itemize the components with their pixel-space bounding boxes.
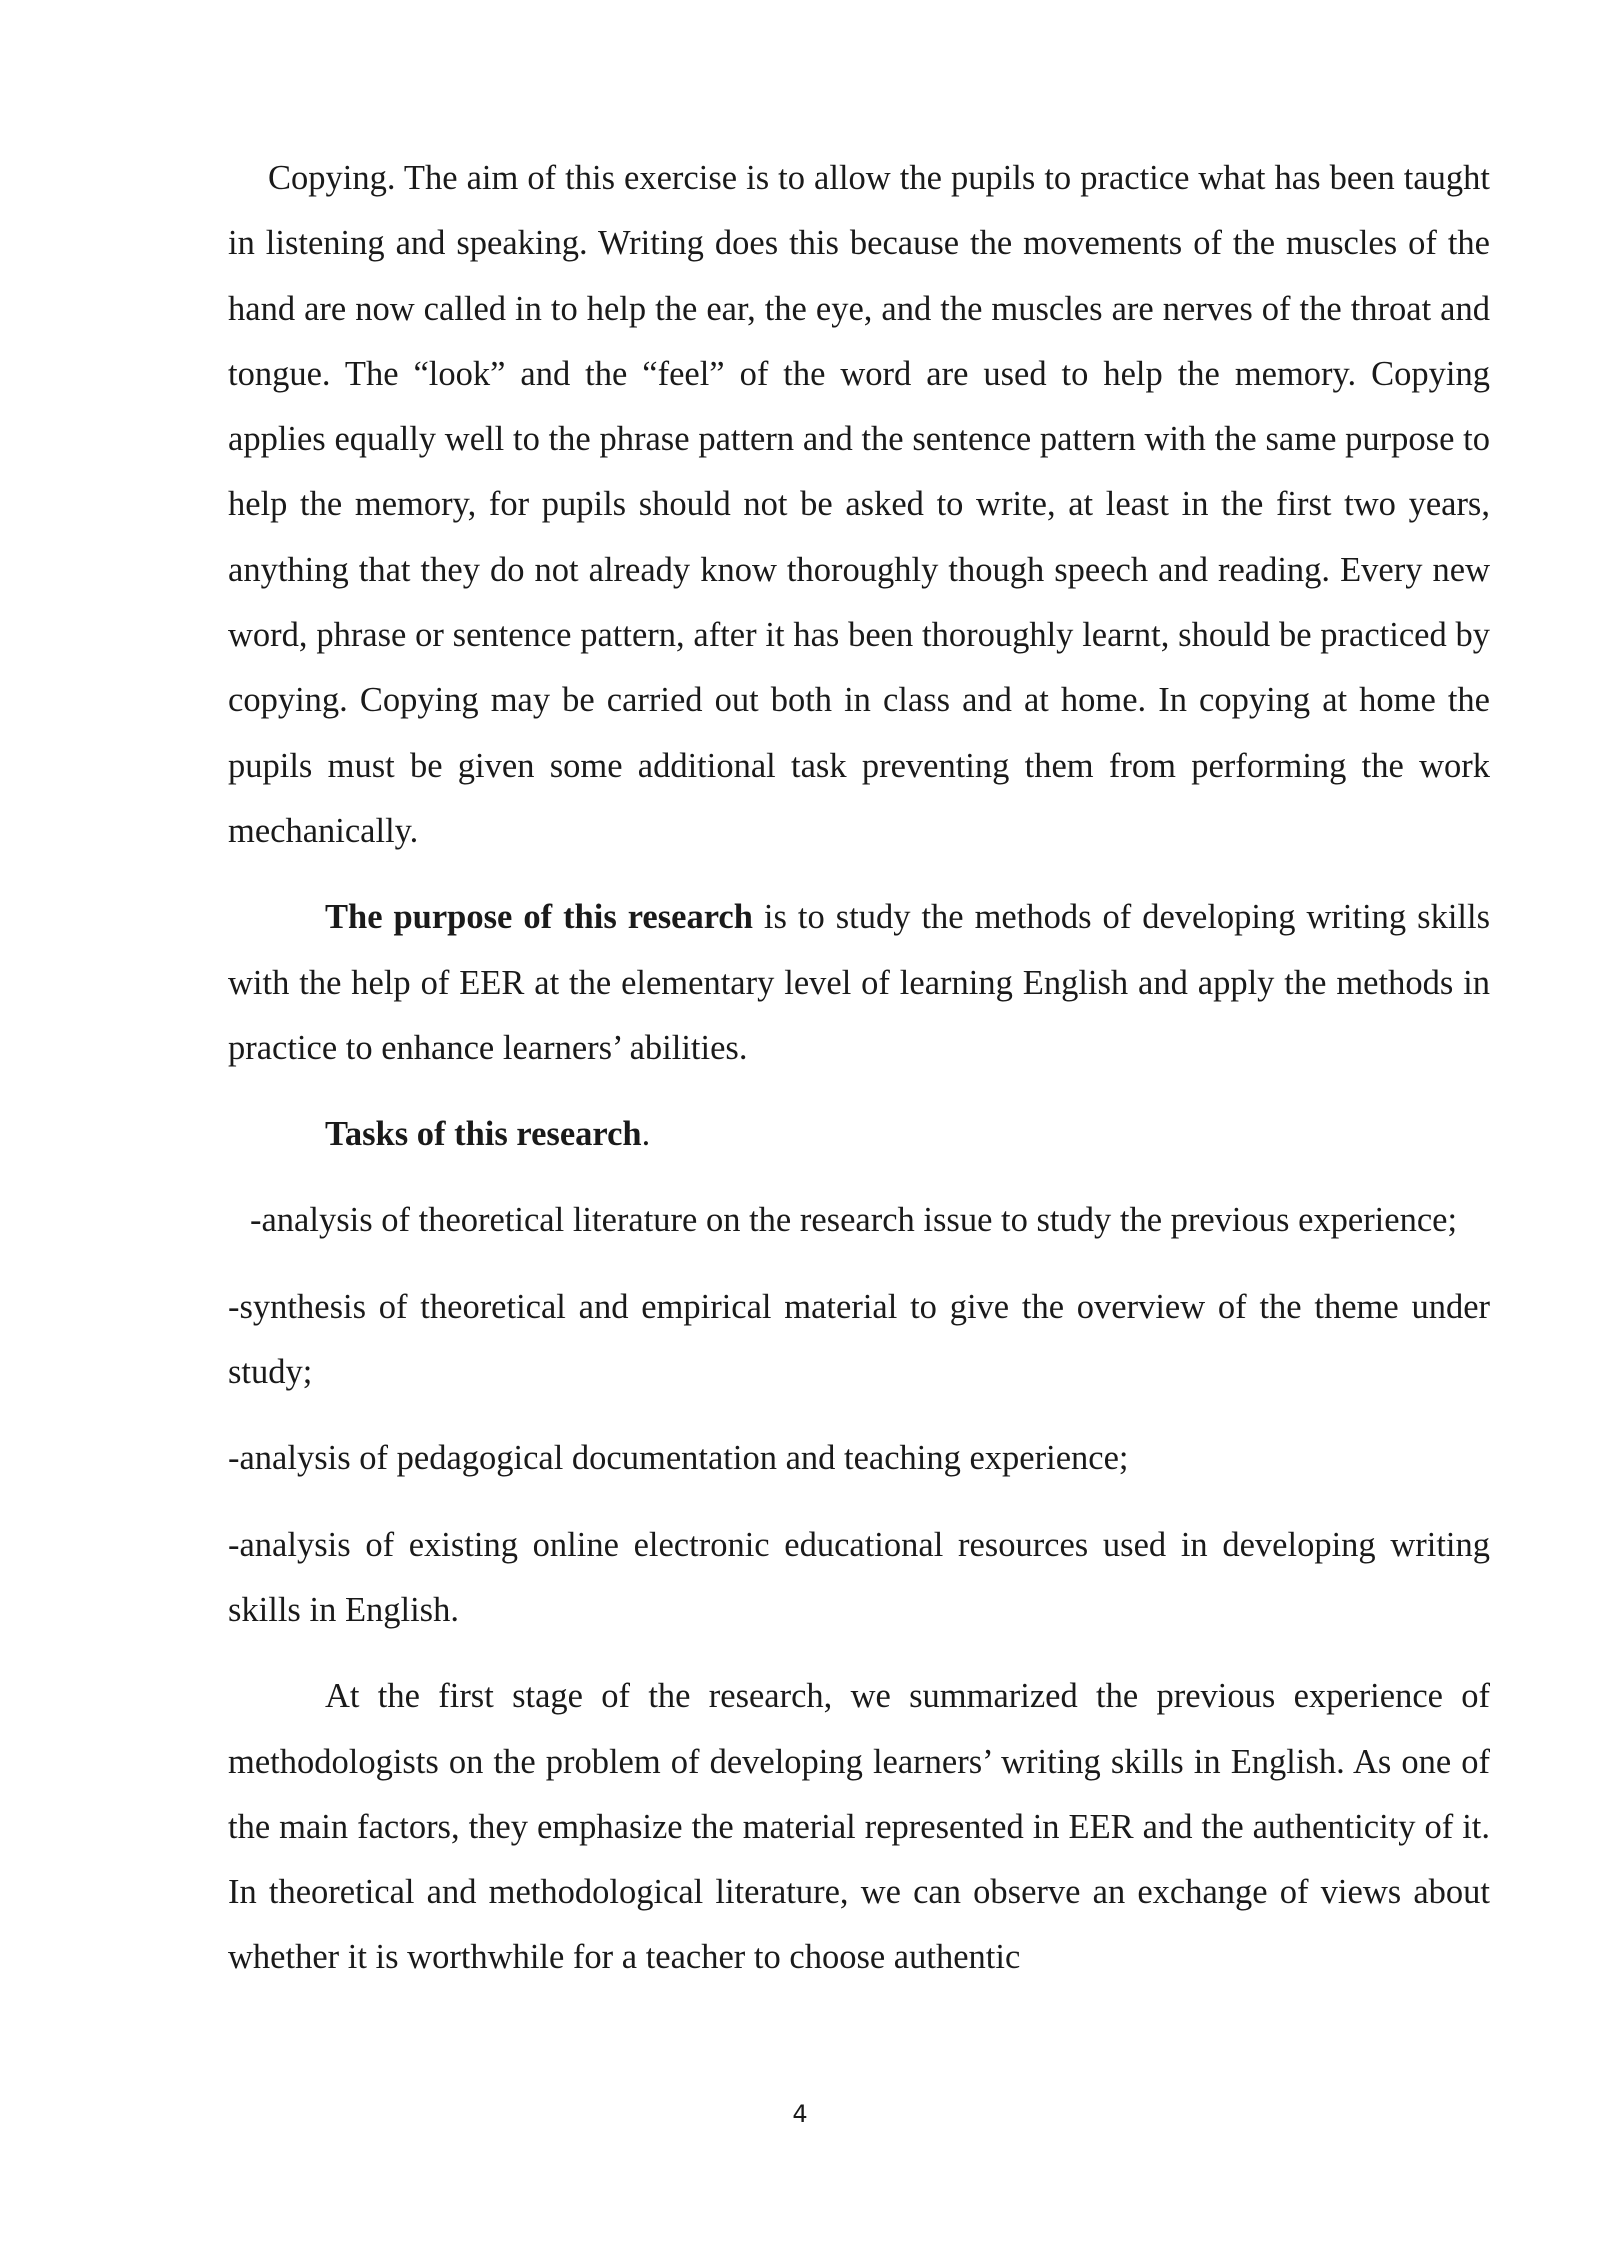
paragraph-purpose [228,885,1490,1081]
tasks-heading-period: . [641,1115,651,1154]
page-body [228,146,1490,1991]
task-item-4: -analysis of existing online electronic educational resources used in developing writing skills in English. [228,1525,1490,1629]
purpose-text: is to study the methods of developing writing skills with the help of EER at the elementary level of learning English and apply the methods in practice to enhance learners’ abilities. [228,898,1490,1067]
tasks-heading: Tasks of this research [325,1115,642,1154]
paragraph-first-stage: At the first stage of the research, we summarized the previous experience of methodologists on the problem of developing learners’ writing skills in English. As one of the main factors, they emphasize the material represented in EER and the authenticity of it. In theoretical and methodological literature, we can observe an exchange of views about whether it is worthwhile for a teacher to choose authentic [228,1677,1490,1977]
paragraph-tasks-heading [228,1102,1490,1167]
purpose-heading: The purpose of this research [325,898,753,937]
page-number: 4 [792,2100,808,2128]
task-item-1: -analysis of theoretical literature on the research issue to study the previous experience; [250,1201,1458,1240]
task-item-2: -synthesis of theoretical and empirical material to give the overview of the theme under study; [228,1287,1490,1392]
task-item-3: -analysis of pedagogical documentation and teaching experience; [228,1439,1129,1478]
paragraph-copying: Copying. The aim of this exercise is to allow the pupils to practice what has been taught in listening and speaking. Writing does this because the movements of the muscles of the hand are now called in to help the ear, the eye, and the muscles are nerves of the throat and tongue. The “look” and the “feel” of the word are used to help the memory. Copying applies equally well to the phrase pattern and the sentence pattern with the same purpose to help the memory, for pupils should not be asked to write, at least in the first two years, anything that they do not already know thoroughly though speech and reading. Every new word, phrase or sentence pattern, after it has been thoroughly learnt, should be practiced by copying. Copying may be carried out both in class and at home. In copying at home the pupils must be given some additional task preventing them from performing the work mechanically. [228,159,1490,850]
